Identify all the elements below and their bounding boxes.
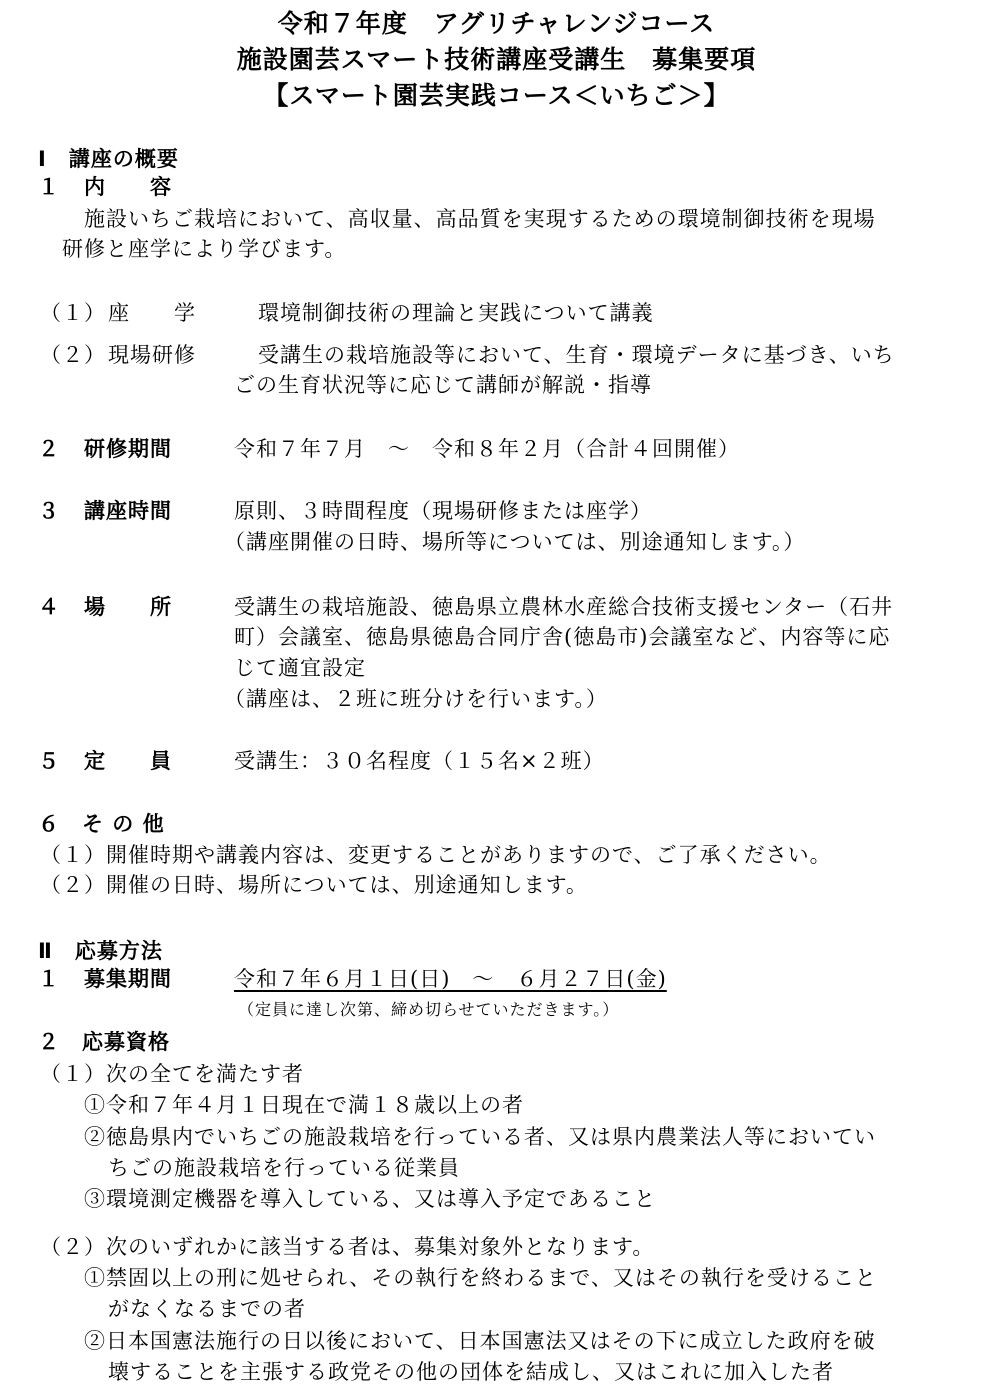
qualification-heading: ２ 応募資格 bbox=[38, 1030, 170, 1054]
content-item-1-text: 環境制御技術の理論と実践について講義 bbox=[258, 301, 654, 325]
recruit-label: 募集期間 bbox=[84, 967, 172, 991]
place-num: ４ bbox=[38, 595, 60, 619]
content-item-2-line-2: ごの生育状況等に応じて講師が解説・指導 bbox=[234, 373, 652, 397]
place-line-3: じて適宜設定 bbox=[234, 656, 366, 680]
place-label: 場 所 bbox=[84, 595, 172, 619]
content-item-1-num: （１） bbox=[40, 301, 106, 325]
capacity-text: 受講生：３０名程度（１５名×２班） bbox=[234, 749, 605, 773]
qualification-item-2-b-line-2: 壊することを主張する政党その他の団体を結成し、又はこれに加入した者 bbox=[108, 1360, 834, 1384]
place-line-4: （講座は、２班に班分けを行います。） bbox=[224, 687, 608, 711]
qualification-item-1-b-line-1: ②徳島県内でいちごの施設栽培を行っている者、又は県内農業法人等においてい bbox=[84, 1125, 876, 1149]
content-label: 内 容 bbox=[84, 175, 172, 199]
recruit-period-text: 令和７年６月１日(日) ～ ６月２７日(金) bbox=[234, 967, 667, 991]
time-line-2: （講座開催の日時、場所等については、別途通知します。） bbox=[224, 530, 806, 554]
content-item-2-label: 現場研修 bbox=[108, 343, 196, 367]
content-num: １ bbox=[38, 175, 60, 199]
other-item-1: （１）開催時期や講義内容は、変更することがありますので、ご了承ください。 bbox=[40, 843, 832, 867]
title-line-2: 施設園芸スマート技術講座受講生 募集要項 bbox=[236, 45, 757, 74]
period-label: 研修期間 bbox=[84, 437, 172, 461]
content-item-1-label: 座 学 bbox=[108, 301, 196, 325]
content-line-1: 施設いちご栽培において、高収量、高品質を実現するための環境制御技術を現場 bbox=[84, 207, 876, 231]
time-num: ３ bbox=[38, 499, 60, 523]
section-2-heading: Ⅱ 応募方法 bbox=[38, 939, 163, 963]
time-label: 講座時間 bbox=[84, 499, 172, 523]
qualification-item-2-b-line-1: ②日本国憲法施行の日以後において、日本国憲法又はその下に成立した政府を破 bbox=[84, 1329, 876, 1353]
title-line-3: 【スマート園芸実践コース＜いちご＞】 bbox=[263, 81, 730, 110]
recruit-note: （定員に達し次第、締め切らせていただきます。） bbox=[238, 1000, 620, 1019]
content-line-2: 研修と座学により学びます。 bbox=[62, 237, 347, 261]
other-item-2: （２）開催の日時、場所については、別途通知します。 bbox=[40, 873, 588, 897]
content-item-2-num: （２） bbox=[40, 343, 106, 367]
recruit-num: １ bbox=[38, 967, 60, 991]
qualification-item-1-b-line-2: ちごの施設栽培を行っている従業員 bbox=[108, 1156, 460, 1180]
qualification-item-2-a-line-1: ①禁固以上の刑に処せられ、その執行を終わるまで、又はその執行を受けること bbox=[84, 1266, 877, 1290]
section-1-heading: Ⅰ 講座の概要 bbox=[38, 147, 179, 171]
qualification-item-1-a: ①令和７年４月１日現在で満１８歳以上の者 bbox=[84, 1093, 524, 1117]
other-heading: ６ そ の 他 bbox=[38, 812, 165, 836]
capacity-num: ５ bbox=[38, 749, 60, 773]
title-line-1: 令和７年度 アグリチャレンジコース bbox=[277, 9, 716, 38]
qualification-item-1-c: ③環境測定機器を導入している、又は導入予定であること bbox=[84, 1187, 656, 1211]
qualification-item-2: （２）次のいずれかに該当する者は、募集対象外となります。 bbox=[40, 1235, 655, 1259]
content-item-2-line-1: 受講生の栽培施設等において、生育・環境データに基づき、いち bbox=[258, 343, 895, 367]
time-line-1: 原則、３時間程度（現場研修または座学） bbox=[234, 499, 652, 523]
period-text: 令和７年７月 ～ 令和８年２月（合計４回開催） bbox=[234, 437, 740, 461]
place-line-1: 受講生の栽培施設、徳島県立農林水産総合技術支援センター（石井 bbox=[234, 595, 894, 619]
period-num: ２ bbox=[38, 437, 60, 461]
qualification-item-2-a-line-2: がなくなるまでの者 bbox=[108, 1297, 306, 1321]
place-line-2: 町）会議室、徳島県徳島合同庁舎(徳島市)会議室など、内容等に応 bbox=[234, 625, 891, 649]
capacity-label: 定 員 bbox=[84, 749, 172, 773]
qualification-item-1: （１）次の全てを満たす者 bbox=[40, 1062, 304, 1086]
